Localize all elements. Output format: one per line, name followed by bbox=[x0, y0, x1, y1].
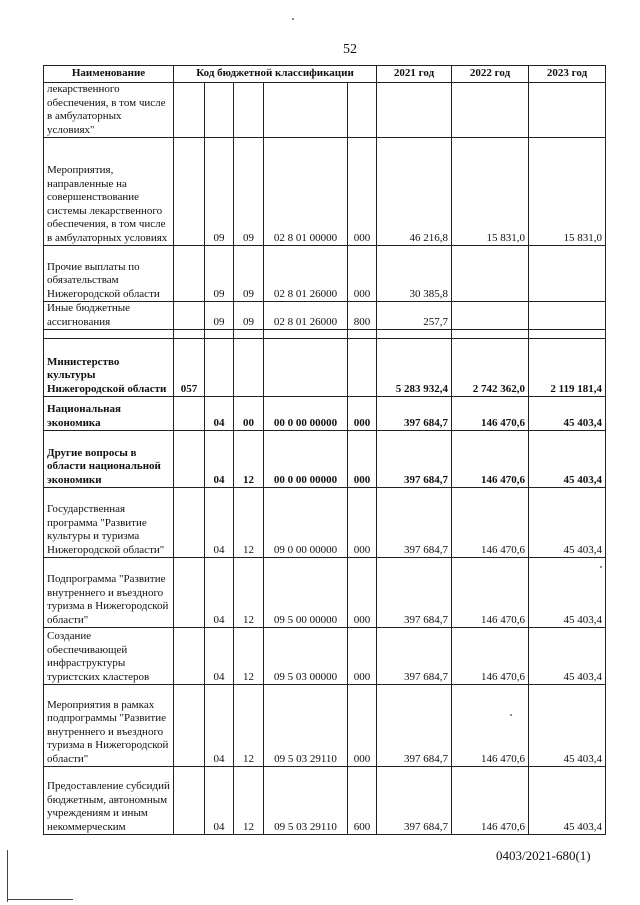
spacer-cell bbox=[264, 330, 348, 339]
cell-y2023: 45 403,4 bbox=[529, 685, 606, 767]
cell-vr bbox=[348, 83, 377, 138]
cell-name: Министерство культуры Нижегородской области bbox=[44, 339, 174, 397]
spacer-cell bbox=[529, 330, 606, 339]
cell-vr: 600 bbox=[348, 767, 377, 835]
cell-y2021: 397 684,7 bbox=[377, 628, 452, 685]
cell-name: Предоставление субсидий бюджетным, автономным учреждениям и иным некоммерческим bbox=[44, 767, 174, 835]
cell-y2022 bbox=[452, 302, 529, 330]
cell-y2021: 397 684,7 bbox=[377, 558, 452, 628]
cell-y2022 bbox=[452, 83, 529, 138]
cell-vr: 800 bbox=[348, 302, 377, 330]
cell-y2023: 45 403,4 bbox=[529, 628, 606, 685]
cell-vr: 000 bbox=[348, 431, 377, 488]
cell-razdel: 09 bbox=[205, 302, 234, 330]
cell-vr: 000 bbox=[348, 138, 377, 246]
cell-y2023: 45 403,4 bbox=[529, 767, 606, 835]
cell-y2023: 2 119 181,4 bbox=[529, 339, 606, 397]
cell-y2021: 397 684,7 bbox=[377, 397, 452, 431]
table-row bbox=[44, 628, 606, 685]
scan-speck bbox=[292, 18, 294, 20]
cell-y2023 bbox=[529, 246, 606, 302]
header-2021: 2021 год bbox=[377, 66, 452, 83]
table-row bbox=[44, 246, 606, 302]
cell-razdel: 04 bbox=[205, 767, 234, 835]
cell-csr: 09 5 03 29110 bbox=[264, 767, 348, 835]
header-row bbox=[44, 66, 606, 83]
cell-y2023: 45 403,4 bbox=[529, 397, 606, 431]
cell-y2022: 146 470,6 bbox=[452, 488, 529, 558]
cell-y2021: 46 216,8 bbox=[377, 138, 452, 246]
cell-name: Национальная экономика bbox=[44, 397, 174, 431]
cell-razdel: 04 bbox=[205, 431, 234, 488]
cell-vedomstvo bbox=[174, 628, 205, 685]
cell-razdel: 04 bbox=[205, 628, 234, 685]
cell-vr: 000 bbox=[348, 246, 377, 302]
cell-vedomstvo bbox=[174, 302, 205, 330]
cell-y2022: 146 470,6 bbox=[452, 628, 529, 685]
cell-y2021: 30 385,8 bbox=[377, 246, 452, 302]
cell-podrazdel: 00 bbox=[234, 397, 264, 431]
cell-podrazdel: 09 bbox=[234, 138, 264, 246]
cell-vr bbox=[348, 339, 377, 397]
cell-podrazdel: 09 bbox=[234, 246, 264, 302]
cell-y2022: 146 470,6 bbox=[452, 397, 529, 431]
header-2023: 2023 год bbox=[529, 66, 606, 83]
table-row bbox=[44, 558, 606, 628]
cell-csr: 00 0 00 00000 bbox=[264, 431, 348, 488]
cell-vedomstvo bbox=[174, 397, 205, 431]
cell-razdel: 04 bbox=[205, 488, 234, 558]
scan-speck bbox=[510, 714, 512, 716]
cell-vedomstvo bbox=[174, 685, 205, 767]
cell-vr: 000 bbox=[348, 558, 377, 628]
cell-razdel: 09 bbox=[205, 138, 234, 246]
cell-csr: 09 5 03 29110 bbox=[264, 685, 348, 767]
cell-razdel: 04 bbox=[205, 397, 234, 431]
cell-csr: 09 5 03 00000 bbox=[264, 628, 348, 685]
cell-podrazdel: 12 bbox=[234, 558, 264, 628]
cell-vedomstvo bbox=[174, 767, 205, 835]
table-row bbox=[44, 339, 606, 397]
cell-csr: 09 5 00 00000 bbox=[264, 558, 348, 628]
table-row bbox=[44, 302, 606, 330]
cell-vedomstvo bbox=[174, 83, 205, 138]
cell-name: Создание обеспечивающей инфраструктуры туристских кластеров bbox=[44, 628, 174, 685]
cell-y2021: 257,7 bbox=[377, 302, 452, 330]
cell-vr: 000 bbox=[348, 397, 377, 431]
cell-y2022: 2 742 362,0 bbox=[452, 339, 529, 397]
cell-y2021: 397 684,7 bbox=[377, 767, 452, 835]
cell-name: Прочие выплаты по обязательствам Нижегородской области bbox=[44, 246, 174, 302]
spacer-cell bbox=[205, 330, 234, 339]
cell-y2022 bbox=[452, 246, 529, 302]
scan-speck bbox=[600, 566, 602, 568]
cell-vr: 000 bbox=[348, 685, 377, 767]
table-row bbox=[44, 138, 606, 246]
margin-mark-vertical bbox=[7, 850, 8, 902]
table-row bbox=[44, 431, 606, 488]
spacer-row bbox=[44, 330, 606, 339]
cell-y2023: 45 403,4 bbox=[529, 558, 606, 628]
table-row bbox=[44, 767, 606, 835]
cell-razdel: 09 bbox=[205, 246, 234, 302]
page-number: 52 bbox=[343, 42, 357, 57]
spacer-cell bbox=[234, 330, 264, 339]
cell-y2023 bbox=[529, 302, 606, 330]
cell-y2021: 397 684,7 bbox=[377, 431, 452, 488]
spacer-cell bbox=[348, 330, 377, 339]
spacer-cell bbox=[44, 330, 174, 339]
document-code: 0403/2021-680(1) bbox=[496, 848, 591, 863]
cell-podrazdel: 12 bbox=[234, 488, 264, 558]
cell-podrazdel: 12 bbox=[234, 431, 264, 488]
cell-csr bbox=[264, 83, 348, 138]
cell-name: Иные бюджетные ассигнования bbox=[44, 302, 174, 330]
cell-y2021 bbox=[377, 83, 452, 138]
cell-vr: 000 bbox=[348, 488, 377, 558]
cell-csr: 02 8 01 26000 bbox=[264, 246, 348, 302]
cell-vedomstvo bbox=[174, 558, 205, 628]
cell-name: Мероприятия в рамках подпрограммы "Развитие внутреннего и въездного туризма в Нижегородской области" bbox=[44, 685, 174, 767]
cell-name: Подпрограмма "Развитие внутреннего и въездного туризма в Нижегородской области" bbox=[44, 558, 174, 628]
cell-csr: 00 0 00 00000 bbox=[264, 397, 348, 431]
cell-name: Государственная программа "Развитие культуры и туризма Нижегородской области" bbox=[44, 488, 174, 558]
cell-razdel bbox=[205, 83, 234, 138]
cell-razdel: 04 bbox=[205, 685, 234, 767]
cell-name: Другие вопросы в области национальной экономики bbox=[44, 431, 174, 488]
cell-y2023: 45 403,4 bbox=[529, 431, 606, 488]
cell-y2021: 397 684,7 bbox=[377, 488, 452, 558]
cell-podrazdel bbox=[234, 83, 264, 138]
cell-y2023: 15 831,0 bbox=[529, 138, 606, 246]
cell-csr: 09 0 00 00000 bbox=[264, 488, 348, 558]
table-row bbox=[44, 488, 606, 558]
budget-table bbox=[43, 65, 606, 835]
cell-vedomstvo bbox=[174, 138, 205, 246]
cell-podrazdel: 12 bbox=[234, 685, 264, 767]
cell-podrazdel: 09 bbox=[234, 302, 264, 330]
spacer-cell bbox=[452, 330, 529, 339]
cell-vedomstvo bbox=[174, 488, 205, 558]
cell-y2022: 146 470,6 bbox=[452, 685, 529, 767]
table-row bbox=[44, 685, 606, 767]
cell-csr: 02 8 01 26000 bbox=[264, 302, 348, 330]
cell-csr bbox=[264, 339, 348, 397]
header-code: Код бюджетной классификации bbox=[174, 66, 377, 83]
header-2022: 2022 год bbox=[452, 66, 529, 83]
cell-y2023 bbox=[529, 83, 606, 138]
cell-podrazdel bbox=[234, 339, 264, 397]
cell-razdel bbox=[205, 339, 234, 397]
cell-y2022: 15 831,0 bbox=[452, 138, 529, 246]
cell-podrazdel: 12 bbox=[234, 767, 264, 835]
cell-razdel: 04 bbox=[205, 558, 234, 628]
cell-csr: 02 8 01 00000 bbox=[264, 138, 348, 246]
cell-y2021: 5 283 932,4 bbox=[377, 339, 452, 397]
cell-vedomstvo bbox=[174, 431, 205, 488]
cell-name: Мероприятия, направленные на совершенствование системы лекарственного обеспечения, в том числе в амбулаторных условиях bbox=[44, 138, 174, 246]
cell-y2021: 397 684,7 bbox=[377, 685, 452, 767]
spacer-cell bbox=[174, 330, 205, 339]
table-row bbox=[44, 83, 606, 138]
cell-podrazdel: 12 bbox=[234, 628, 264, 685]
spacer-cell bbox=[377, 330, 452, 339]
cell-vr: 000 bbox=[348, 628, 377, 685]
cell-y2022: 146 470,6 bbox=[452, 558, 529, 628]
cell-y2022: 146 470,6 bbox=[452, 431, 529, 488]
cell-vedomstvo: 057 bbox=[174, 339, 205, 397]
margin-mark-horizontal bbox=[7, 899, 73, 900]
cell-name: лекарственного обеспечения, в том числе в амбулаторных условиях" bbox=[44, 83, 174, 138]
cell-y2022: 146 470,6 bbox=[452, 767, 529, 835]
cell-y2023: 45 403,4 bbox=[529, 488, 606, 558]
table-row bbox=[44, 397, 606, 431]
header-name: Наименование bbox=[44, 66, 174, 83]
cell-vedomstvo bbox=[174, 246, 205, 302]
